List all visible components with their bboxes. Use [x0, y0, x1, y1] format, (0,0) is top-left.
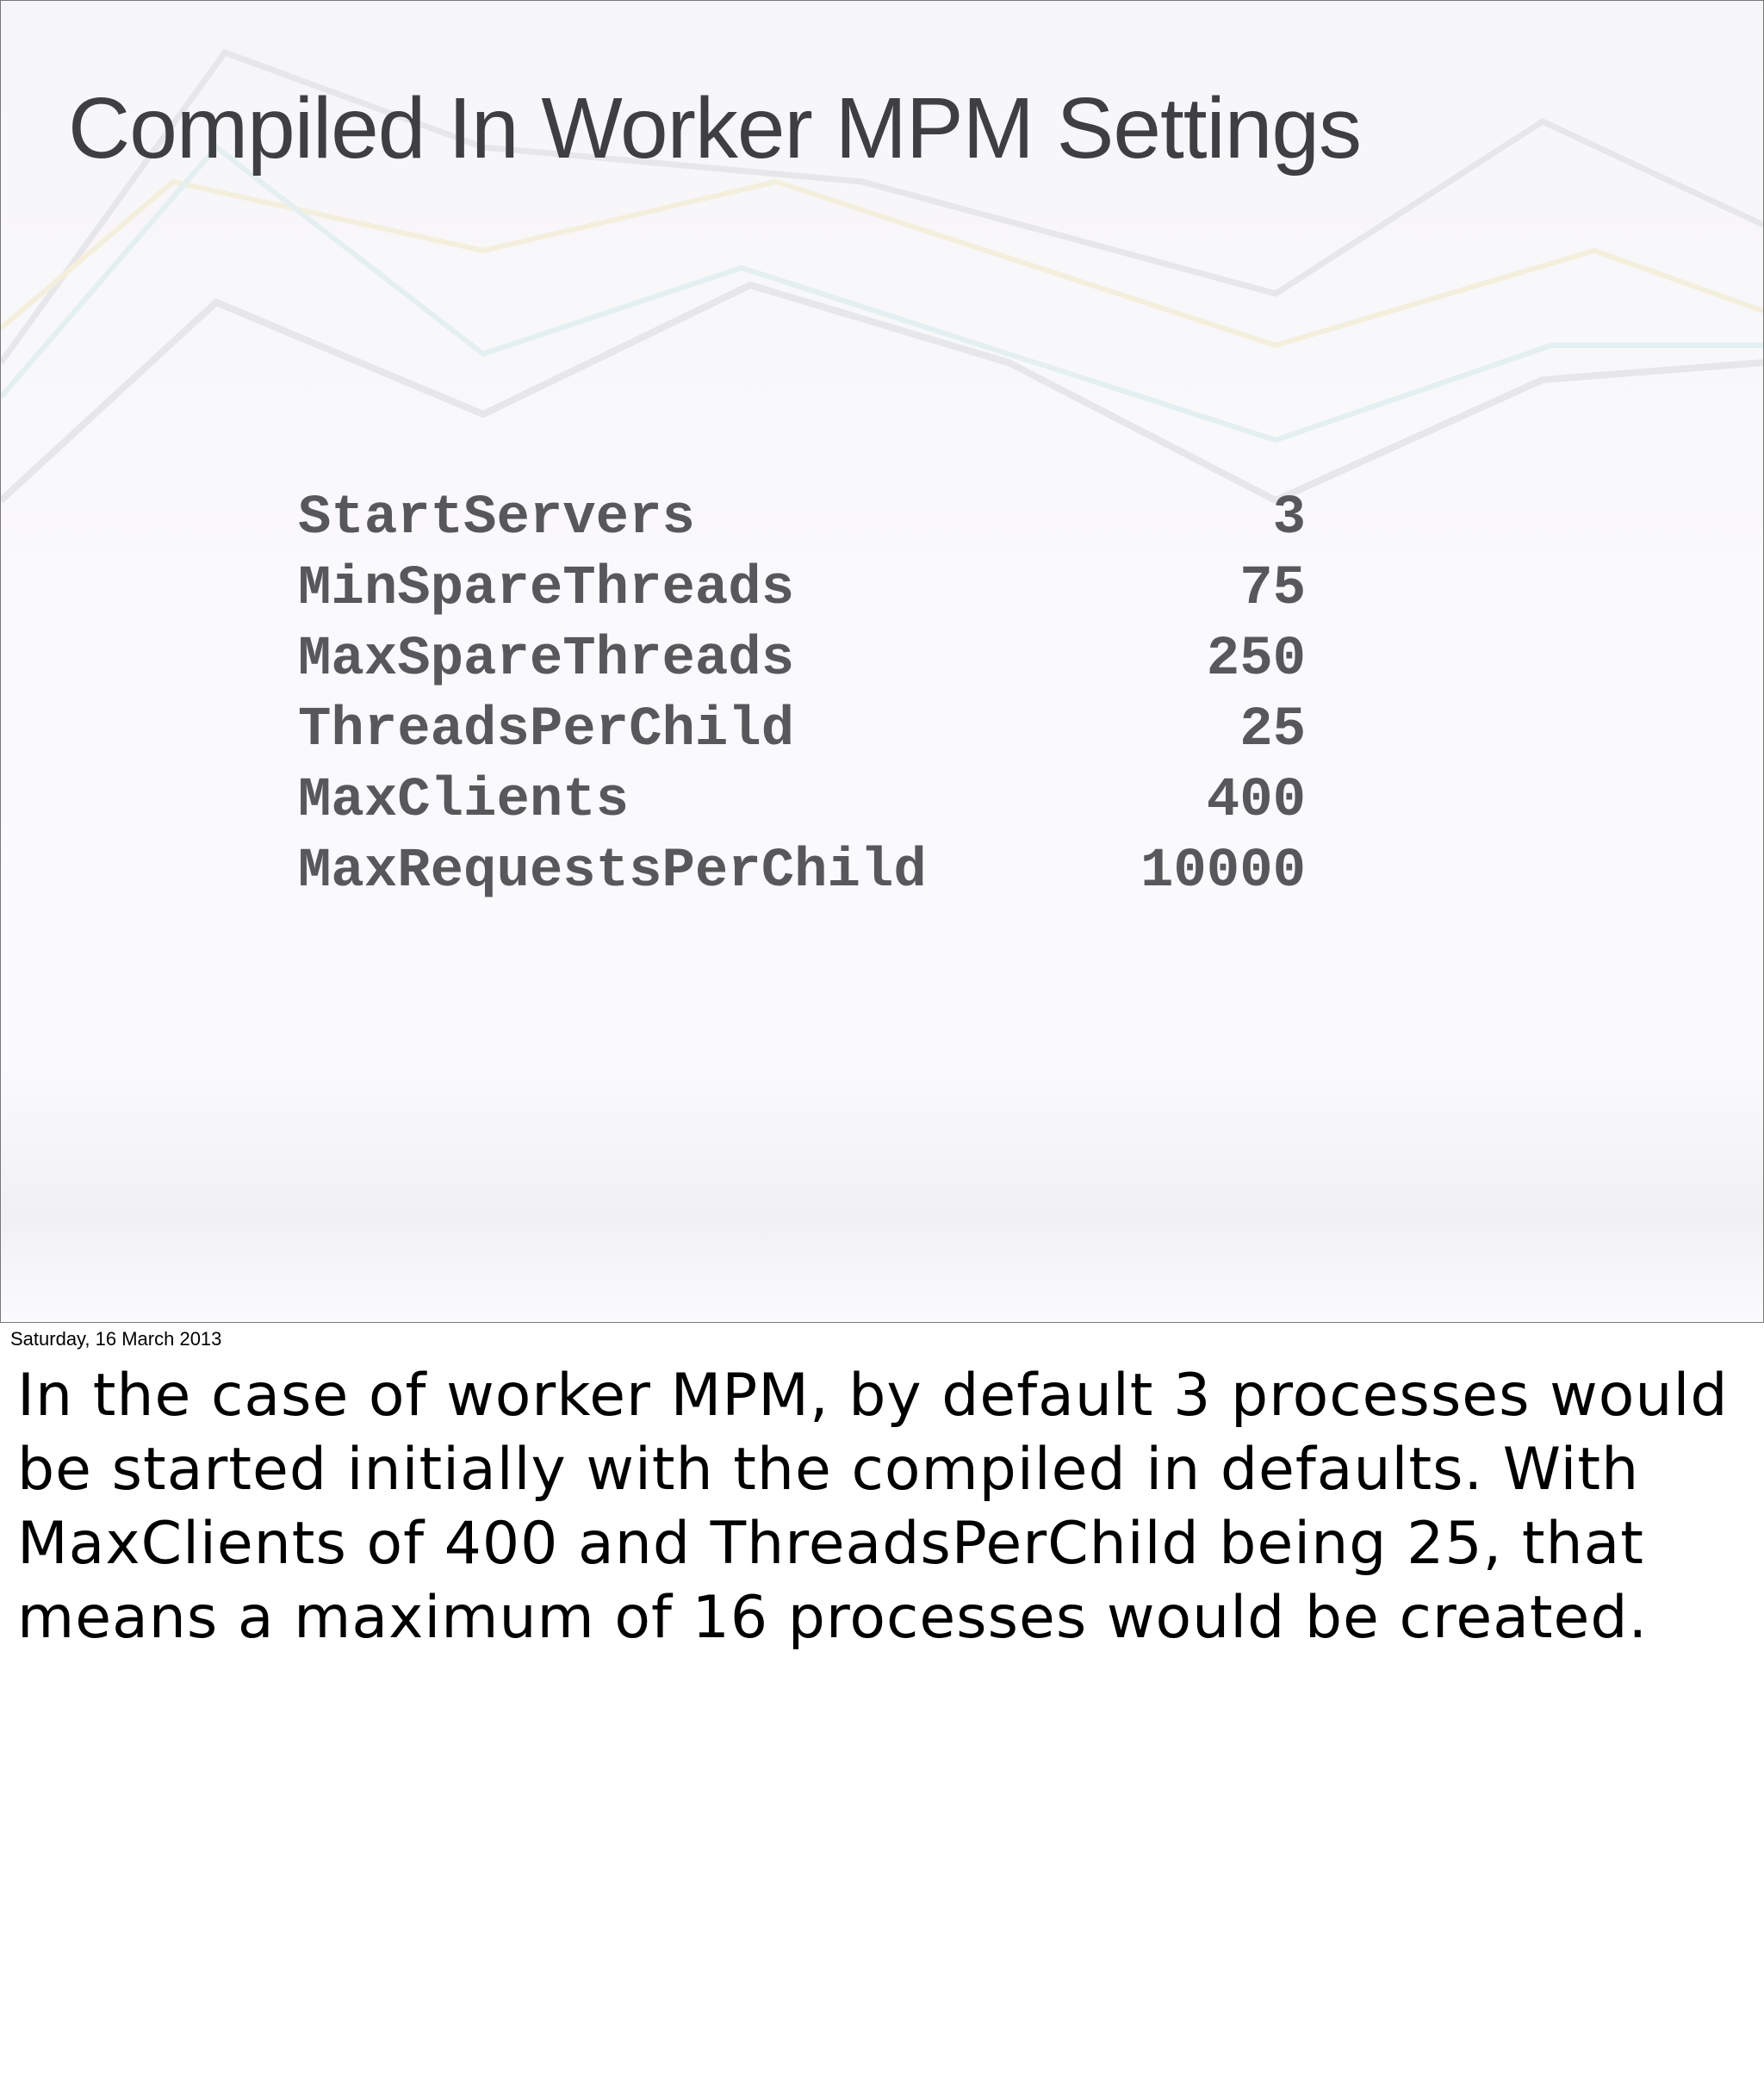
date-label: Saturday, 16 March 2013	[10, 1328, 222, 1350]
setting-name: ThreadsPerChild	[298, 699, 795, 761]
slide-title: Compiled In Worker MPM Settings	[68, 80, 1361, 177]
setting-name: MaxRequestsPerChild	[298, 841, 927, 903]
setting-name: MaxClients	[298, 770, 630, 832]
speaker-notes: In the case of worker MPM, by default 3 processes would be started initially with the compiled in defaults. With MaxClients of 400 and ThreadsPerChild being 25, that means a maximum of 16 processes would be created.	[17, 1362, 1729, 1652]
setting-value: 10000	[1140, 841, 1306, 903]
setting-name: MinSpareThreads	[298, 558, 795, 620]
setting-value: 3	[1272, 487, 1306, 549]
setting-name: MaxSpareThreads	[298, 629, 795, 691]
setting-row	[298, 695, 1306, 766]
setting-row	[298, 836, 1306, 907]
setting-value: 250	[1206, 629, 1306, 691]
setting-value: 400	[1206, 770, 1306, 832]
settings-table	[298, 483, 1306, 907]
setting-row	[298, 554, 1306, 624]
setting-name: StartServers	[298, 487, 695, 549]
setting-value: 75	[1239, 558, 1306, 620]
setting-row	[298, 483, 1306, 554]
bg-line-gray-bottom	[1, 285, 1763, 500]
setting-row	[298, 766, 1306, 836]
setting-value: 25	[1239, 699, 1306, 761]
setting-row	[298, 624, 1306, 695]
